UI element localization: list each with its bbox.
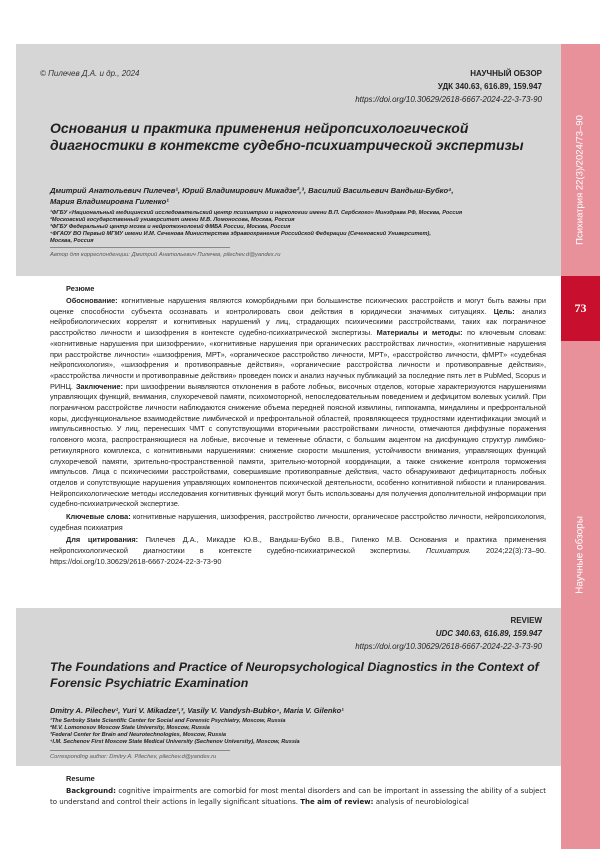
- abstract-body-ru: [50, 296, 546, 568]
- article-title-ru: Основания и практика применения нейропсихологической диагностики в контексте судебно-психиатрической экспертизы: [50, 120, 524, 153]
- divider-ru: [50, 247, 230, 248]
- methods-label-ru: Материалы и методы:: [376, 328, 463, 338]
- background-label-en: Background:: [66, 787, 116, 795]
- divider-en: [50, 750, 230, 751]
- sidebar-bottom: [561, 341, 600, 849]
- background-label-ru: Обоснование:: [66, 296, 118, 305]
- citation-text-ru: Пилечев Д.А., Микадзе Ю.В., Вандыш-Бубко В.В., Гиленко М.В. Основания и практика применения нейропсихологической диагностики в контексте судебно-психиатрической экспертизы.: [50, 535, 546, 556]
- aim-label-ru: Цель:: [493, 306, 515, 316]
- aim-label-en: The aim of review:: [300, 797, 374, 806]
- affiliation-en-1: ¹The Serbsky State Scientific Center for Social and Forensic Psychiatry, Moscow, Russia: [50, 718, 286, 724]
- affiliation-en-2: ²M.V. Lomonosov Moscow State University, Moscow, Russia: [50, 725, 210, 731]
- affiliation-en-4: ⁴I.M. Sechenov First Moscow State Medical University (Sechenov University), Moscow, Russia: [50, 739, 300, 745]
- article-type-ru: НАУЧНЫЙ ОБЗОР: [470, 69, 542, 78]
- affiliation-ru-1: ¹ФГБУ «Национальный медицинский исследовательский центр психиатрии и наркологии имени В.П. Сербского» Минздрава РФ, Москва, Россия: [50, 210, 463, 216]
- authors-ru-line2: Мария Владимировна Гиленко¹: [50, 197, 169, 206]
- affiliation-ru-5: Москва, Россия: [50, 238, 94, 244]
- affiliation-en-3: ³Federal Center for Brain and Neurotechnologies, Moscow, Russia: [50, 732, 227, 738]
- authors-en: Dmitry A. Pilechev¹, Yuri V. Mikadze²,³, Vasily V. Vandysh-Bubko⁴, Maria V. Gilenko¹: [50, 706, 344, 715]
- copyright: © Пилечев Д.А. и др., 2024: [40, 69, 140, 78]
- citation-ru: [50, 535, 546, 567]
- journal-issue-label: Психиатрия 22(3)/2024/73–90: [574, 115, 586, 245]
- affiliation-ru-4: ⁴ФГАОУ ВО Первый МГМУ имени И.М. Сеченова Министерства здравоохранения Российской Федерации (Сеченовский Университет),: [50, 231, 431, 237]
- conclusion-label-ru: Заключение:: [75, 381, 123, 391]
- top-margin: [0, 0, 600, 44]
- affiliations-en: [50, 718, 545, 746]
- article-type-en: REVIEW: [510, 616, 542, 625]
- background-text-en: cognitive impairments are comorbid for most mental disorders and can be important in assessing the ability of a subject to understand and control their actions in legally significant situations.: [50, 787, 546, 806]
- keywords-label-ru: Ключевые слова:: [66, 512, 131, 522]
- keywords-text-ru: когнитивные нарушения, шизофрения, расстройство личности, органическое расстройство личности, нейропсихология, судебная психиатрия: [50, 512, 547, 532]
- citation-journal-ru: Психиатрия.: [425, 546, 471, 556]
- correspondence-en: Corresponding author: Dmitry A. Pilechev, pilechev.d@yandex.ru: [50, 754, 217, 760]
- conclusion-text-ru: при шизофрении выявляются отклонения в работе лобных, височных отделов, которые характеризуются нарушениями управляющих функций, внимания, слухоречевой памяти, психомоторной, непоследовательным поведением и дефицитом волевых усилий. При пограничном расстройстве личности наблюдаются снижение объема передней поясной извилины, гиппокампа, миндалины и префронтальной коры, дисфункциональное взаимодействие лимбической и префронтальной областей, проявляющееся трудностями идентификации эмоций и импульсивностью. У лиц, перенесших ЧМТ с сопутствующими вторичными расстройствами личности, отмечаются диффузные поражения головного мозга, распространяющиеся на лобные, височные и теменные области, с большим акцентом на дисфункцию структур лимбико-ретикулярного комплекса, с когнитивными нарушениями: снижение скорости мышления, устойчивости внимания, управляющих функций слухоречевой памяти, зрительно-пространственной памяти, зрительно-моторной координации, а также снижение контроля торможения импульсов. Лица с психическими расстройствами, совершившие противоправные действия, часто обнаруживают дефицитарность лобных отделов и сопутствующие нарушения управляющих компонентов психической деятельности, особенно когнитивной гибкости и планирования. Нейропсихологические методы исследования когнитивных функций могут быть использованы для получения дополнительной информации при судебно-психиатрической экспертизе.: [50, 381, 546, 509]
- aim-text-ru: анализ нейробиологических коррелят и когнитивных нарушений у лиц, страдающих психическими расстройствами, таких как пограничное расстройство личности и шизофрения в контексте судебно-психиатрической экспертизы.: [50, 306, 546, 338]
- background-text-ru: когнитивные нарушения являются коморбидными при большинстве психических расстройств и могут быть важны при оценке способности субъекта осознавать и контролировать свои действия в юридически значимых ситуациях.: [50, 296, 546, 316]
- correspondence-ru: Автор для корреспонденции: Дмитрий Анатольевич Пилечев, pilechev.d@yandex.ru: [50, 252, 281, 258]
- affiliations-ru: [50, 210, 545, 245]
- affiliation-ru-2: ²Московский государственный университет имени М.В. Ломоносова, Москва, Россия: [50, 217, 295, 223]
- citation-label-ru: Для цитирования:: [66, 535, 139, 545]
- abstract-paragraph-ru: [50, 296, 546, 510]
- abstract-body-en: [50, 786, 546, 807]
- methods-text-ru: по ключевым словам: «когнитивные нарушения при шизофрении», «когнитивные нарушения при органических расстройствах личности», «когнитивные нарушения при расстройстве личности» «шизофрения, МРТ», «органическое расстройство личности, МРТ», «расстройство личности, фМРТ» «судебная нейропсихология», «шизофрения и противоправные действия», «органические расстройства личности и противоправные действия», «расстройства личности и противоправные действия» проведен поиск и анализ научных публикаций за последние пять лет в PubMed, Scopus и РИНЦ.: [50, 328, 546, 391]
- doi-link-en[interactable]: https://doi.org/10.30629/2618-6667-2024-22-3-73-90: [355, 642, 542, 651]
- keywords-ru: [50, 512, 546, 533]
- article-title-en: The Foundations and Practice of Neuropsychological Diagnostics in the Context of Forensic Psychiatric Examination: [50, 660, 539, 690]
- aim-text-en: analysis of neurobiological: [375, 797, 469, 806]
- page-number: 73: [561, 276, 600, 341]
- section-label: Научные обзоры: [574, 516, 586, 594]
- abstract-heading-en: Resume: [66, 774, 95, 783]
- affiliation-ru-3: ³ФГБУ Федеральный центр мозга и нейротехнологий ФМБА России, Москва, Россия: [50, 224, 291, 230]
- udc-ru: УДК 340.63, 616.89, 159.947: [437, 82, 542, 91]
- citation-tail-ru[interactable]: 2024;22(3):73–90. https://doi.org/10.30629/2618-6667-2024-22-3-73-90: [50, 546, 547, 566]
- authors-ru-line1: Дмитрий Анатольевич Пилечев¹, Юрий Владимирович Микадзе²,³, Василий Васильевич Вандыш-Бубко⁴,: [50, 186, 454, 195]
- udc-en: UDC 340.63, 616.89, 159.947: [435, 629, 542, 638]
- doi-link-ru[interactable]: https://doi.org/10.30629/2618-6667-2024-22-3-73-90: [355, 95, 542, 104]
- abstract-paragraph-en: [50, 786, 546, 807]
- authors-ru: [50, 185, 545, 207]
- abstract-heading-ru: Резюме: [66, 284, 95, 293]
